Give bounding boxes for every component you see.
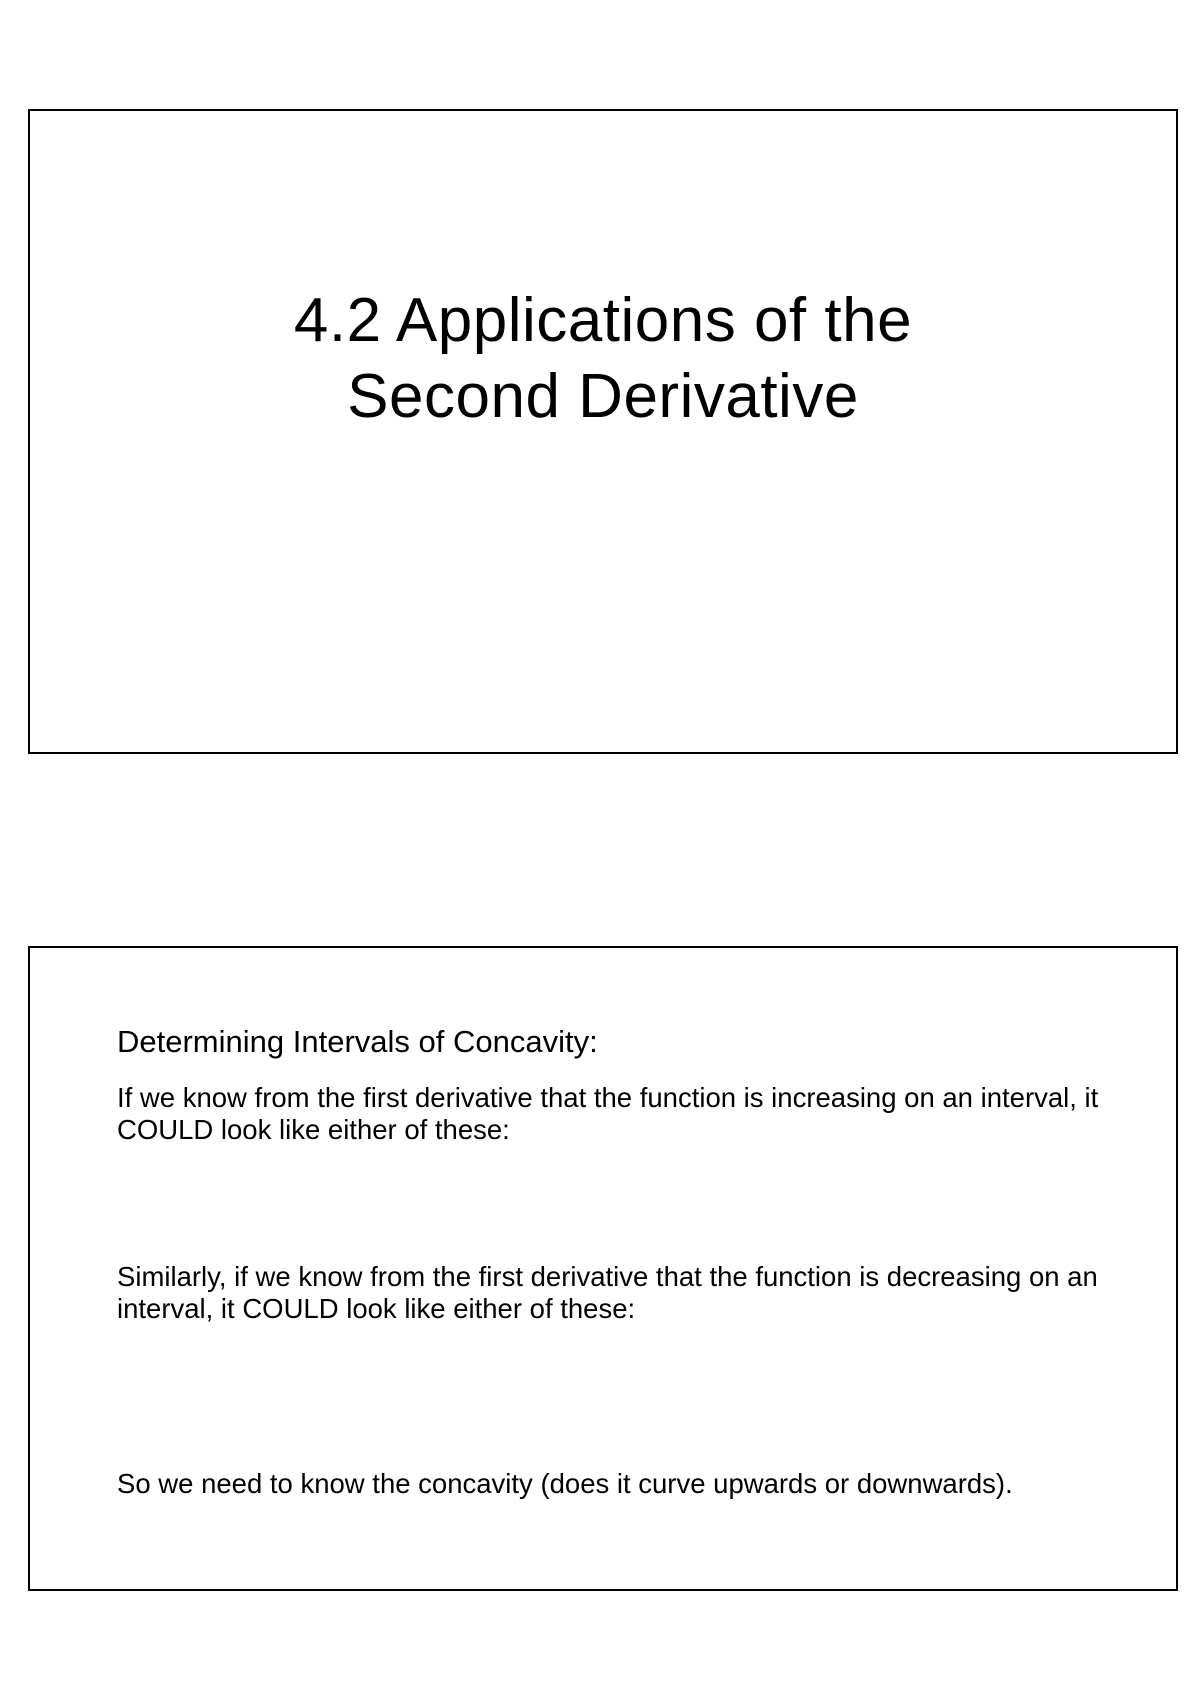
concavity-paragraph: So we need to know the concavity (does it curve upwards or downwards). [117, 1468, 1013, 1499]
slide-title-line-2: Second Derivative [347, 362, 859, 431]
slide-title-line-1: 4.2 Applications of the [293, 286, 913, 355]
title-slide [28, 109, 1178, 754]
slide-content [117, 1024, 1136, 1500]
concavity-slide [28, 946, 1178, 1591]
decreasing-paragraph: Similarly, if we know from the first derivative that the function is decreasing on an interval, it COULD look like either of these: [117, 1261, 1098, 1324]
slide-title [30, 283, 1176, 435]
slide-heading: Determining Intervals of Concavity: [117, 1024, 598, 1059]
increasing-paragraph: If we know from the first derivative that the function is increasing on an interval, it COULD look like either of these: [117, 1082, 1099, 1145]
